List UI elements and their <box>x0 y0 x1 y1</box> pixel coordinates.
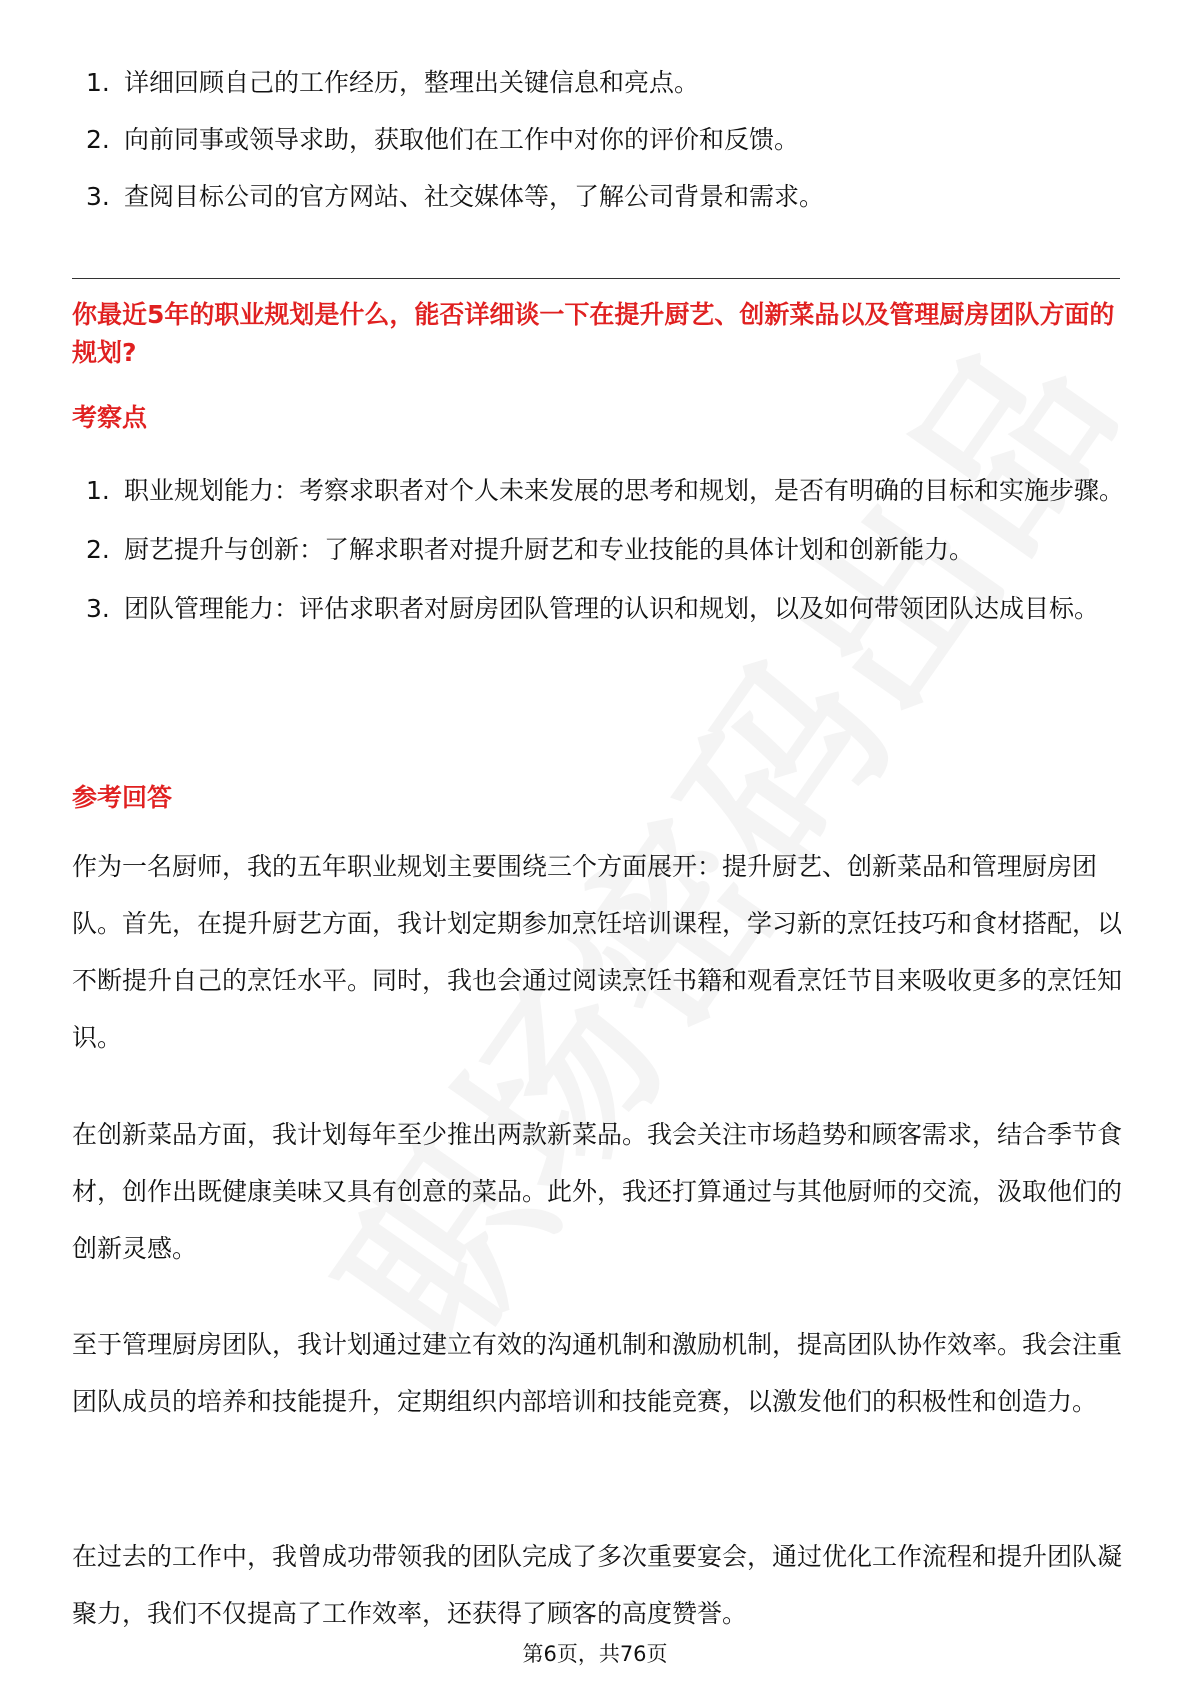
answer-paragraph: 作为一名厨师，我的五年职业规划主要围绕三个方面展开：提升厨艺、创新菜品和管理厨房团队。首先，在提升厨艺方面，我计划定期参加烹饪培训课程，学习新的烹饪技巧和食材搭配，以不断提升自己的烹饪水平。同时，我也会通过阅读烹饪书籍和观看烹饪节目来吸收更多的烹饪知识。 <box>72 852 1123 1052</box>
list-number: 3. <box>86 182 110 211</box>
answer-paragraph: 在过去的工作中，我曾成功带领我的团队完成了多次重要宴会，通过优化工作流程和提升团队凝聚力，我们不仅提高了工作效率，还获得了顾客的高度赞誉。 <box>72 1542 1123 1628</box>
list-item <box>86 462 1126 519</box>
list-item <box>86 168 1126 225</box>
list-item-text: 团队管理能力：评估求职者对厨房团队管理的认识和规划，以及如何带领团队达成目标。 <box>124 594 1100 623</box>
list-item <box>86 580 1126 637</box>
list-item <box>86 521 1126 578</box>
answer-paragraph: 在创新菜品方面，我计划每年至少推出两款新菜品。我会关注市场趋势和顾客需求，结合季节食材，创作出既健康美味又具有创意的菜品。此外，我还打算通过与其他厨师的交流，汲取他们的创新灵感。 <box>72 1120 1123 1263</box>
list-number: 3. <box>86 594 110 623</box>
list-item-text: 厨艺提升与创新：了解求职者对提升厨艺和专业技能的具体计划和创新能力。 <box>124 535 975 564</box>
page-number-footer: 第6页，共76页 <box>522 1642 668 1666</box>
interview-question: 你最近5年的职业规划是什么，能否详细谈一下在提升厨艺、创新菜品以及管理厨房团队方面的规划? <box>72 300 1115 367</box>
assessment-heading: 考察点 <box>72 403 148 432</box>
list-item <box>86 54 1126 111</box>
list-item-text: 职业规划能力：考察求职者对个人未来发展的思考和规划，是否有明确的目标和实施步骤。 <box>124 476 1125 505</box>
list-number: 1. <box>86 68 110 97</box>
answer-heading: 参考回答 <box>72 783 173 812</box>
assessment-points-list <box>86 462 1126 639</box>
section-divider <box>72 278 1120 279</box>
list-item-text: 查阅目标公司的官方网站、社交媒体等，了解公司背景和需求。 <box>124 182 825 211</box>
answer-paragraph: 至于管理厨房团队，我计划通过建立有效的沟通机制和激励机制，提高团队协作效率。我会注重团队成员的培养和技能提升，定期组织内部培训和技能竞赛，以激发他们的积极性和创造力。 <box>72 1330 1123 1416</box>
list-item-text: 详细回顾自己的工作经历，整理出关键信息和亮点。 <box>124 68 700 97</box>
prep-steps-list <box>86 54 1126 225</box>
list-item-text: 向前同事或领导求助，获取他们在工作中对你的评价和反馈。 <box>124 125 800 154</box>
list-number: 2. <box>86 125 110 154</box>
list-item <box>86 111 1126 168</box>
list-number: 2. <box>86 535 110 564</box>
list-number: 1. <box>86 476 110 505</box>
